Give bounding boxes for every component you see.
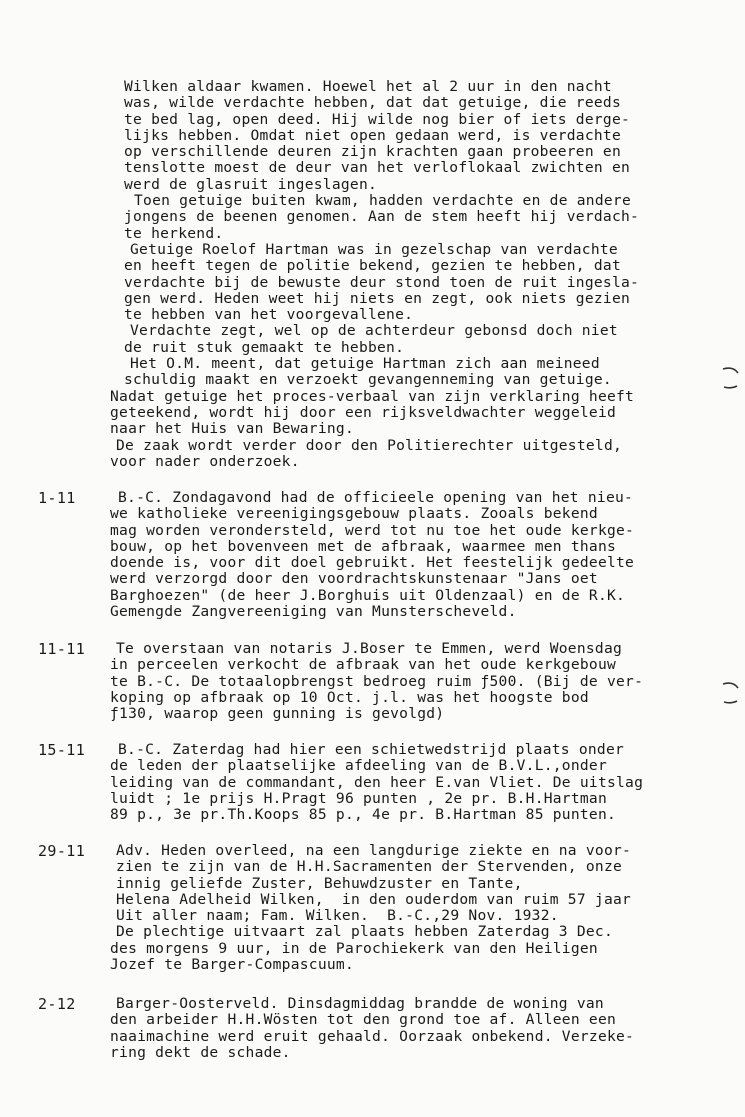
text-line: bouw, op het bovenveen met de afbraak, waarmee men thans [110, 537, 617, 555]
text-line: Verdachte zegt, wel op de achterdeur gebonsd doch niet [130, 322, 618, 340]
text-line: te herkend. [124, 224, 224, 242]
text-line: gen werd. Heden weet hij niets en zegt, ook niets gezien [124, 289, 631, 307]
text-line: Jozef te Barger-Compascuum. [110, 956, 354, 974]
text-line: Het O.M. meent, dat getuige Hartman zich aan meineed [130, 355, 600, 373]
text-line: lijks hebben. Omdat niet open gedaan werd, is verdachte [124, 126, 621, 144]
text-line: ring dekt de schade. [110, 1043, 291, 1061]
text-line: luidt ; 1e prijs H.Pragt 96 punten , 2e pr. B.H.Hartman [110, 789, 607, 807]
text-line: Getuige Roelof Hartman was in gezelschap van verdachte [130, 240, 618, 258]
entry-date: 2-12 [38, 995, 76, 1013]
text-line: Nadat getuige het proces-verbaal van zijn verklaring heeft [110, 387, 635, 405]
text-line: verdachte bij de bewuste deur stond toen de ruit ingesla- [124, 273, 640, 291]
text-line: doende is, voor dit doel gebruikt. Het feestelijk gedeelte [110, 554, 635, 572]
entry-text [110, 996, 634, 1061]
text-line: te bed lag, open deed. Hij wilde nog bier of iets derge- [124, 110, 631, 128]
entry-text [110, 641, 643, 722]
text-line: werd verzorgd door den voordrachtskunstenaar "Jans oet [110, 570, 598, 588]
text-line: Helena Adelheid Wilken, in den ouderdom van ruim 57 jaar [116, 890, 632, 908]
page-margin-mark-upper [721, 365, 741, 391]
text-line: Adv. Heden overleed, na een langdurige ziekte en na voor- [116, 842, 632, 859]
text-line: mag worden verondersteld, werd tot nu toe het oude kerkge- [110, 521, 635, 539]
text-line: en heeft tegen de politie bekend, gezien te hebben, dat [124, 257, 621, 275]
text-line: jongens de beenen genomen. Aan de stem heeft hij verdach- [124, 208, 640, 226]
text-line: Barghoezen" (de heer J.Borghuis uit Oldenzaal) en de R.K. [110, 586, 626, 604]
text-line: op verschillende deuren zijn krachten gaan probeeren en [124, 143, 621, 161]
text-line: Te overstaan van notaris J.Boser te Emmen, werd Woensdag [116, 640, 623, 657]
text-line: de ruit stuk gemaakt te hebben. [124, 338, 405, 356]
text-line: naar het Huis van Bewaring. [110, 420, 354, 438]
text-line: koping op afbraak op 10 Oct. j.l. was het hoogste bod [110, 688, 589, 706]
text-line: B.-C. Zondagavond had de officieele opening van het nieu- [118, 489, 634, 506]
text-line: De plechtige uitvaart zal plaats hebben Zaterdag 3 Dec. [116, 923, 613, 941]
text-line: te B.-C. De totaalopbrengst bedroeg ruim ƒ500. (Bij de ver- [110, 672, 644, 690]
text-line: innig geliefde Zuster, Behuwdzuster en Tante, [116, 874, 523, 892]
text-line: de leden der plaatselijke afdeeling van de B.V.L.,onder [110, 757, 607, 775]
entry-text [110, 490, 634, 620]
text-line: Uit aller naam; Fam. Wilken. B.-C.,29 Nov. 1932. [116, 907, 559, 925]
text-line: schuldig maakt en verzoekt gevangenneming van getuige. [124, 371, 612, 389]
entry-date: 1-11 [38, 489, 76, 507]
text-line: werd de glasruit ingeslagen. [124, 175, 378, 193]
text-line: geteekend, wordt hij door een rijksveldwachter weggeleid [110, 403, 617, 421]
entry-date: 15-11 [38, 741, 86, 759]
text-line: De zaak wordt verder door den Politierechter uitgesteld, [116, 436, 623, 454]
text-line: leiding van de commandant, den heer E.van Vliet. De uitslag [110, 773, 644, 791]
text-line: Barger-Oosterveld. Dinsdagmiddag brandde de woning van [116, 995, 604, 1012]
text-line: B.-C. Zaterdag had hier een schietwedstrijd plaats onder [118, 741, 625, 758]
page-margin-mark-lower [721, 680, 741, 706]
text-line: des morgens 9 uur, in de Parochiekerk van den Heiligen [110, 939, 598, 957]
text-line: zien te zijn van de H.H.Sacramenten der Stervenden, onze [116, 858, 623, 876]
text-line: Toen getuige buiten kwam, hadden verdachte en de andere [134, 192, 631, 210]
text-line: ƒ130, waarop geen gunning is gevolgd) [110, 705, 445, 723]
entry-text [110, 742, 643, 823]
text-line: den arbeider H.H.Wösten tot den grond toe af. Alleen een [110, 1011, 617, 1029]
text-line: 89 p., 3e pr.Th.Koops 85 p., 4e pr. B.Hartman 85 punten. [110, 806, 617, 824]
text-line: Gemengde Zangvereeniging van Munsterscheveld. [110, 603, 517, 621]
text-line: te hebben van het voorgevallene. [124, 306, 414, 324]
text-line: voor nader onderzoek. [110, 452, 300, 470]
entry-date: 11-11 [38, 640, 86, 658]
entry-text [110, 79, 639, 470]
text-line: in perceelen verkocht de afbraak van het oude kerkgebouw [110, 656, 617, 674]
text-line: naaimachine werd eruit gehaald. Oorzaak onbekend. Verzeke- [110, 1027, 635, 1045]
text-line: tenslotte moest de deur van het verloflokaal zwichten en [124, 159, 631, 177]
text-line: we katholieke vereenigingsgebouw plaats. Zooals bekend [110, 505, 598, 523]
text-line: was, wilde verdachte hebben, dat dat getuige, die reeds [124, 94, 621, 112]
entry-text [110, 843, 631, 973]
entry-date: 29-11 [38, 842, 86, 860]
text-line: Wilken aldaar kwamen. Hoewel het al 2 uur in den nacht [124, 78, 612, 95]
